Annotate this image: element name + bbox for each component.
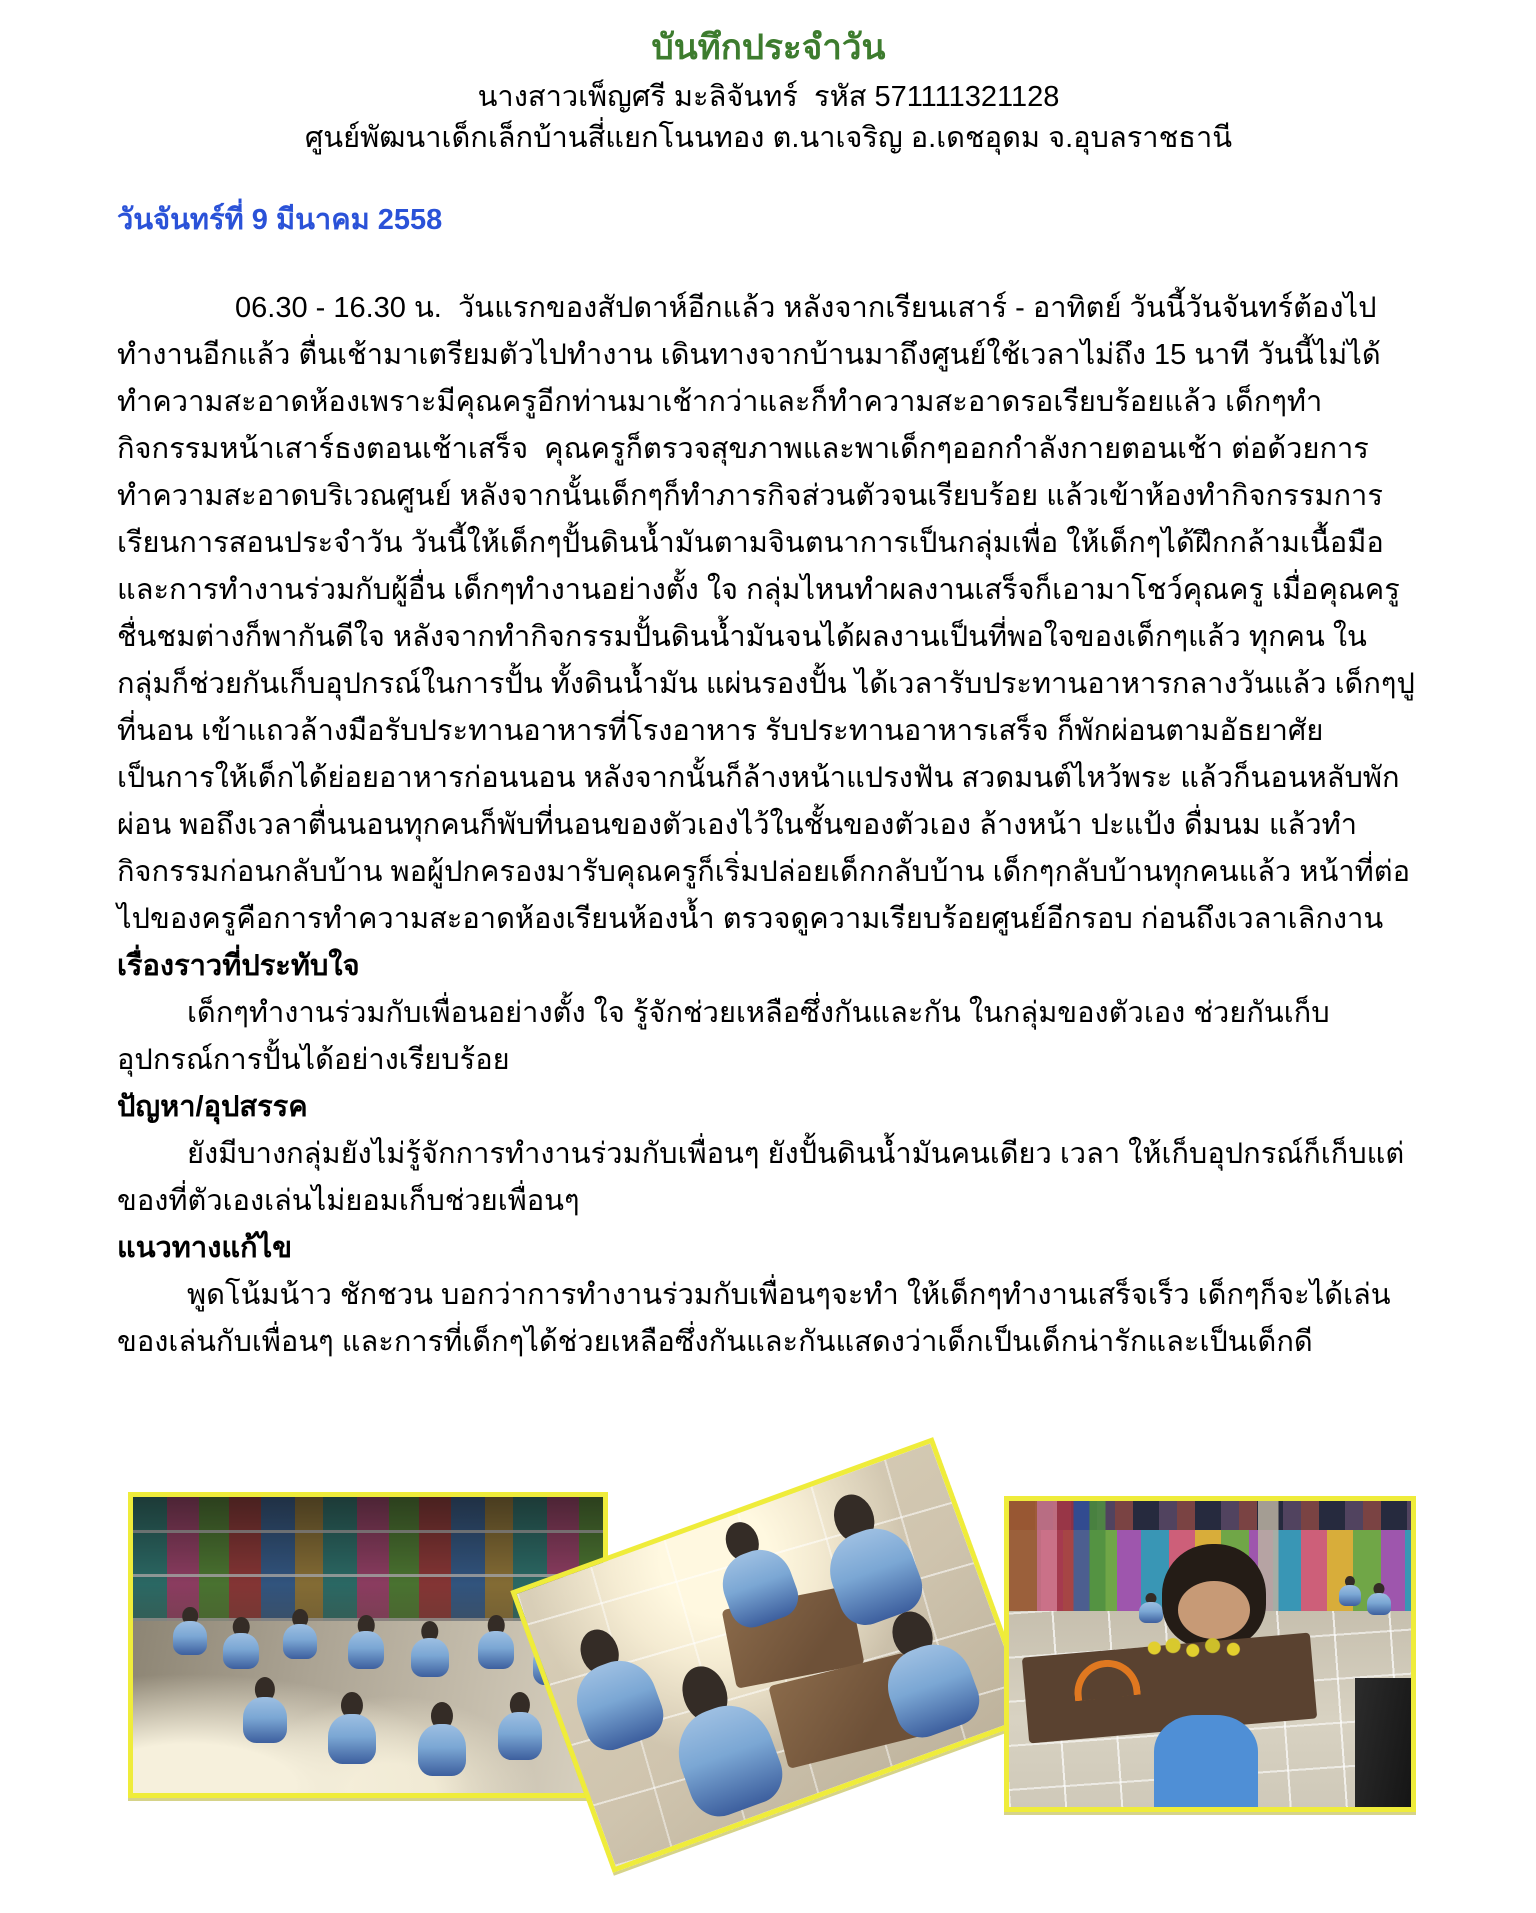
problem-paragraph: ยังมีบางกลุ่มยังไม่รู้จักการทำงานร่วมกับเพื่อนๆ ยังปั้นดินน้ำมันคนเดียว เวลา ให้เก็บอุปกรณ์ก็เก็บแต่ของที่ตัวเองเล่นไม่ยอมเก็บช่วยเพื่อนๆ [117,1138,1405,1218]
girl-face [1178,1581,1250,1639]
yellow-clay-pieces [1146,1636,1251,1660]
child-figure [223,1617,259,1669]
date-heading: วันจันทร์ที่ 9 มีนาคม 2558 [117,204,443,237]
child-figure [1139,1593,1163,1623]
child-figure [243,1677,287,1743]
author-line: นางสาวเพ็ญศรี มะลิจันทร์ รหัส 571111321128 [477,81,1060,114]
girl-shirt [1154,1715,1259,1807]
solution-heading: แนวทางแก้ไข [117,1232,293,1265]
photo3-image [1009,1501,1411,1807]
child-figure [348,1615,384,1669]
child-figure [411,1621,449,1677]
org-line: ศูนย์พัฒนาเด็กเล็กบ้านสี่แยกโนนทอง ต.นาเจริญ อ.เดชอุดม จ.อุบลราชธานี [304,121,1233,154]
impression-heading: เรื่องราวที่ประทับใจ [117,950,360,983]
diary-paragraph: 06.30 - 16.30 น. วันแรกของสัปดาห์อีกแล้ว หลังจากเรียนเสาร์ - อาทิตย์ วันนี้วันจันทร์ต้องไปทำงานอีกแล้ว ตื่นเช้ามาเตรียมตัวไปทำงาน เดินทางจากบ้านมาถึงศูนย์ใช้เวลาไม่ถึง 15 นาที วันนี้ไม่ได้ทำความสะอาดห้องเพราะมีคุณครูอีกท่านมาเช้ากว่าและก็ทำความสะอาดรอเรียบร้อยแล้ว เด็กๆทำกิจกรรมหน้าเสาร์ธงตอนเช้าเสร็จ คุณครูก็ตรวจสุขภาพและพาเด็กๆออกกำลังกายตอนเช้า ต่อด้วยการทำความสะอาดบริเวณศูนย์ หลังจากนั้นเด็กๆก็ทำภารกิจส่วนตัวจนเรียบร้อย แล้วเข้าห้องทำกิจกรรมการเรียนการสอนประจำวัน วันนี้ให้เด็กๆปั้นดินน้ำมันตามจินตนาการเป็นกลุ่มเพื่อ ให้เด็กๆได้ฝึกกล้ามเนื้อมือและการทำงานร่วมกับผู้อื่น เด็กๆทำงานอย่างตั้ง ใจ กลุ่มไหนทำผลงานเสร็จก็เอามาโชว์คุณครู เมื่อคุณครูชื่นชมต่างก็พากันดีใจ หลังจากทำกิจกรรมปั้นดินน้ำมันจนได้ผลงานเป็นที่พอใจของเด็กๆแล้ว ทุกคน ในกลุ่มก็ช่วยกันเก็บอุปกรณ์ในการปั้น ทั้งดินน้ำมัน แผ่นรองปั้น ได้เวลารับประทานอาหารกลางวันแล้ว เด็กๆปูที่นอน เข้าแถวล้างมือรับประทานอาหารที่โรงอาหาร รับประทานอาหารเสร็จ ก็พักผ่อนตามอัธยาศัยเป็นการให้เด็กได้ย่อยอาหารก่อนนอน หลังจากนั้นก็ล้างหน้าแปรงฟัน สวดมนต์ไหว้พระ แล้วก็นอนหลับพักผ่อน พอถึงเวลาตื่นนอนทุกคนก็พับที่นอนของตัวเองไว้ในชั้นของตัวเอง ล้างหน้า ปะแป้ง ดื่มนม แล้วทำกิจกรรมก่อนกลับบ้าน พอผู้ปกครองมารับคุณครูก็เริ่มปล่อยเด็กกลับบ้าน เด็กๆกลับบ้านทุกคนแล้ว หน้าที่ต่อไปของครูคือการทำความสะอาดห้องเรียนห้องน้ำ ตรวจดูความเรียบร้อยศูนย์อีกรอบ ก่อนถึงเวลาเลิกงาน [117,292,1415,936]
child-figure [478,1615,514,1669]
impression-paragraph: เด็กๆทำงานร่วมกับเพื่อนอย่างตั้ง ใจ รู้จักช่วยเหลือซึ่งกันและกัน ในกลุ่มของตัวเอง ช่วยกันเก็บอุปกรณ์การปั้นได้อย่างเรียบร้อย [117,997,1330,1077]
solution-paragraph: พูดโน้มน้าว ชักชวน บอกว่าการทำงานร่วมกับเพื่อนๆจะทำ ให้เด็กๆทำงานเสร็จเร็ว เด็กๆก็จะได้เล่นของเล่นกับเพื่อนๆ และการที่เด็กๆได้ช่วยเหลือซึ่งกันและกันแสดงว่าเด็กเป็นเด็กน่ารักและเป็นเด็กดี [117,1279,1391,1359]
document-text-block [117,24,1420,1366]
child-figure [418,1702,466,1776]
child-figure [1339,1576,1361,1606]
dark-object [1355,1678,1411,1807]
child-figure [328,1692,376,1764]
page-title: บันทึกประจำวัน [651,28,886,67]
child-figure [1367,1583,1391,1615]
photo-girl-showing-clay-work-on-board [1004,1496,1416,1812]
child-figure [173,1607,207,1655]
child-figure [283,1609,317,1659]
problem-heading: ปัญหา/อุปสรรค [117,1091,308,1124]
child-figure [498,1692,542,1760]
